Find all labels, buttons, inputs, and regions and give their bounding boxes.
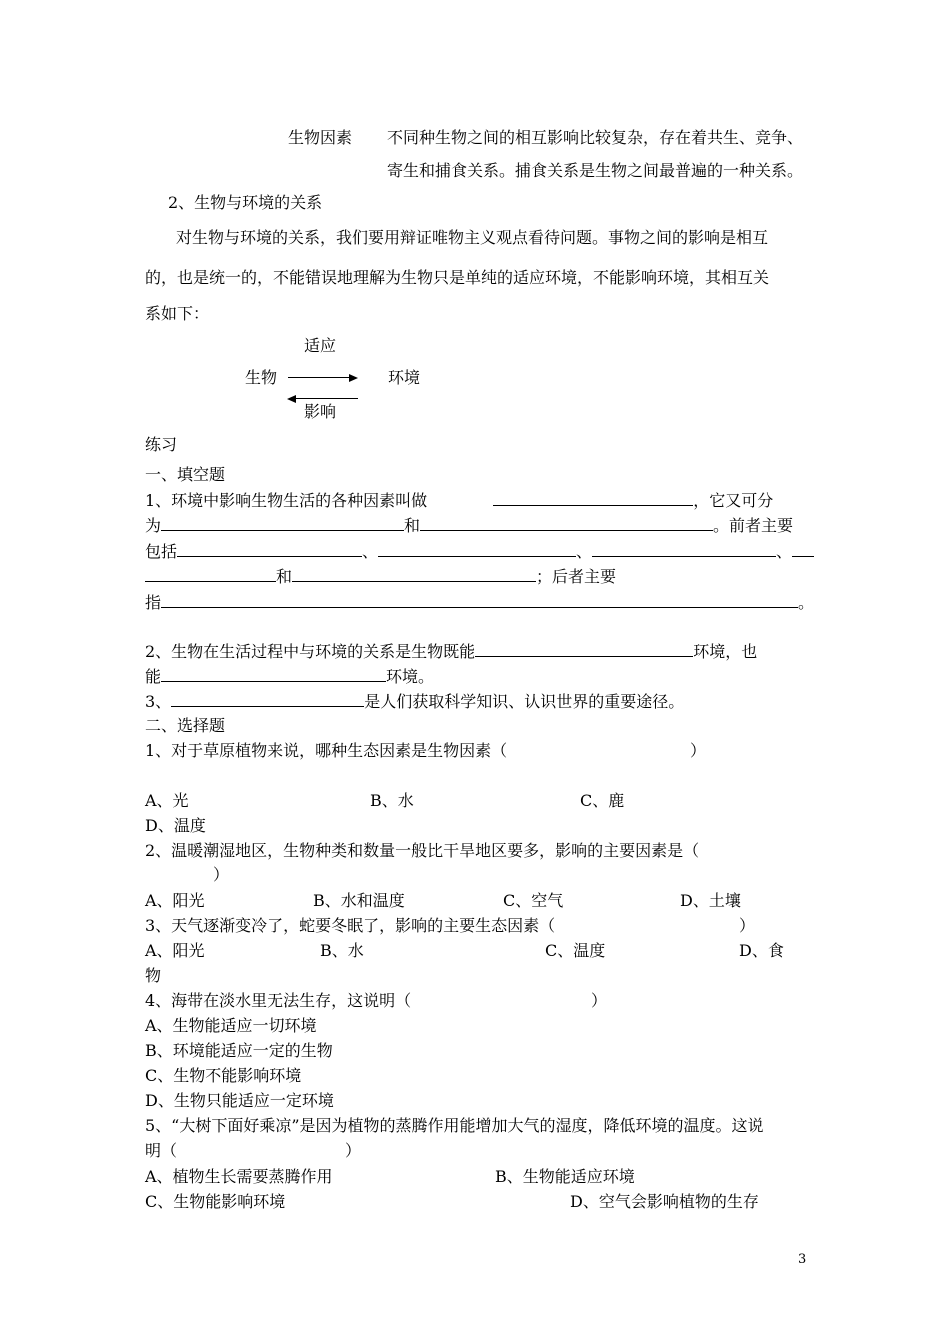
blank[interactable]: [420, 514, 713, 531]
c1-question: 1、对于草原植物来说，哪种生态因素是生物因素（: [145, 741, 508, 760]
factor-desc-line2: 寄生和捕食关系。捕食关系是生物之间最普遍的一种关系。: [387, 161, 804, 180]
q2-line1: 2、生物在生活过程中与环境的关系是生物既能 环境，也: [145, 642, 758, 661]
diagram-bottom-label: 影响: [304, 402, 337, 421]
c5-option-d[interactable]: D、空气会影响植物的生存: [570, 1192, 759, 1211]
blank[interactable]: [378, 540, 576, 557]
q1-line5: 指 。: [145, 593, 815, 612]
c1-close: ）: [690, 741, 707, 760]
c5-question-cont: 明（: [145, 1141, 178, 1160]
c5-question: 5、“大树下面好乘凉”是因为植物的蒸腾作用能增加大气的湿度，降低环境的温度。这说: [145, 1116, 764, 1135]
blank[interactable]: [161, 591, 798, 608]
blank[interactable]: [475, 640, 693, 657]
arrow-right-head: [349, 374, 358, 382]
blank[interactable]: [161, 514, 404, 531]
q1-line3: 包括 、 、 、: [145, 540, 814, 562]
c3-option-b[interactable]: B、水: [320, 941, 364, 960]
c3-option-c[interactable]: C、温度: [545, 941, 606, 960]
blank[interactable]: [427, 490, 493, 506]
factor-label: 生物因素: [288, 128, 353, 147]
exercise-title: 练习: [145, 435, 178, 454]
c5-option-c[interactable]: C、生物能影响环境: [145, 1192, 286, 1211]
c3-option-a[interactable]: A、阳光: [145, 941, 205, 960]
part2-title: 二、选择题: [145, 716, 226, 735]
blank[interactable]: [592, 540, 776, 557]
c5-close: ）: [345, 1141, 362, 1160]
blank[interactable]: [292, 565, 536, 582]
q2-line2: 能 环境。: [145, 667, 435, 686]
c1-option-a[interactable]: A、光: [145, 791, 189, 810]
arrow-left-head: [287, 395, 296, 403]
blank[interactable]: [493, 489, 693, 506]
c3-option-d-cont: 物: [145, 966, 162, 985]
c2-option-b[interactable]: B、水和温度: [313, 891, 405, 910]
blank[interactable]: [792, 540, 814, 557]
paragraph-line1: 对生物与环境的关系，我们要用辩证唯物主义观点看待问题。事物之间的影响是相互: [176, 228, 769, 247]
paragraph-line2: 的，也是统一的，不能错误地理解为生物只是单纯的适应环境，不能影响环境，其相互关: [145, 268, 770, 287]
q3-line: 3、 是人们获取科学知识、认识世界的重要途径。: [145, 692, 685, 711]
blank[interactable]: [171, 690, 364, 707]
c1-option-d[interactable]: D、温度: [145, 816, 206, 835]
c2-close: ）: [213, 865, 230, 884]
c3-question: 3、天气逐渐变冷了，蛇要冬眠了，影响的主要生态因素（: [145, 916, 556, 935]
section-heading: 2、生物与环境的关系: [168, 193, 323, 212]
c1-option-c[interactable]: C、鹿: [580, 791, 625, 810]
factor-desc-line1: 不同种生物之间的相互影响比较复杂，存在着共生、竞争、: [387, 128, 804, 147]
c3-option-d[interactable]: D、食: [739, 941, 784, 960]
c2-question: 2、温暖潮湿地区，生物种类和数量一般比干旱地区要多，影响的主要因素是（: [145, 841, 700, 860]
blank[interactable]: [145, 565, 276, 582]
diagram-right-label: 环境: [388, 368, 421, 387]
blank[interactable]: [161, 665, 386, 682]
c2-option-c[interactable]: C、空气: [503, 891, 564, 910]
c2-option-d[interactable]: D、土壤: [680, 891, 741, 910]
c4-option-b[interactable]: B、环境能适应一定的生物: [145, 1041, 333, 1060]
c2-option-a[interactable]: A、阳光: [145, 891, 205, 910]
q1-line4: 和 ；后者主要: [145, 565, 616, 587]
paragraph-line3: 系如下：: [145, 304, 210, 323]
c4-close: ）: [591, 991, 608, 1010]
blank[interactable]: [177, 540, 362, 557]
c5-option-b[interactable]: B、生物能适应环境: [495, 1167, 635, 1186]
page-number: 3: [798, 1252, 807, 1267]
c3-close: ）: [739, 916, 756, 935]
q1-line1: 1、环境中影响生物生活的各种因素叫做 ，它又可分: [145, 491, 774, 510]
q1-line2: 为 和 。前者主要: [145, 516, 794, 535]
diagram-top-label: 适应: [304, 336, 337, 355]
part1-title: 一、填空题: [145, 465, 226, 484]
c4-option-a[interactable]: A、生物能适应一切环境: [145, 1016, 317, 1035]
c4-option-d[interactable]: D、生物只能适应一定环境: [145, 1091, 334, 1110]
c1-option-b[interactable]: B、水: [370, 791, 414, 810]
c4-question: 4、海带在淡水里无法生存，这说明（: [145, 991, 412, 1010]
c5-option-a[interactable]: A、植物生长需要蒸腾作用: [145, 1167, 333, 1186]
arrow-right-line: [288, 377, 350, 378]
diagram-left-label: 生物: [245, 368, 278, 387]
arrow-left-line: [296, 398, 358, 399]
c4-option-c[interactable]: C、生物不能影响环境: [145, 1066, 302, 1085]
